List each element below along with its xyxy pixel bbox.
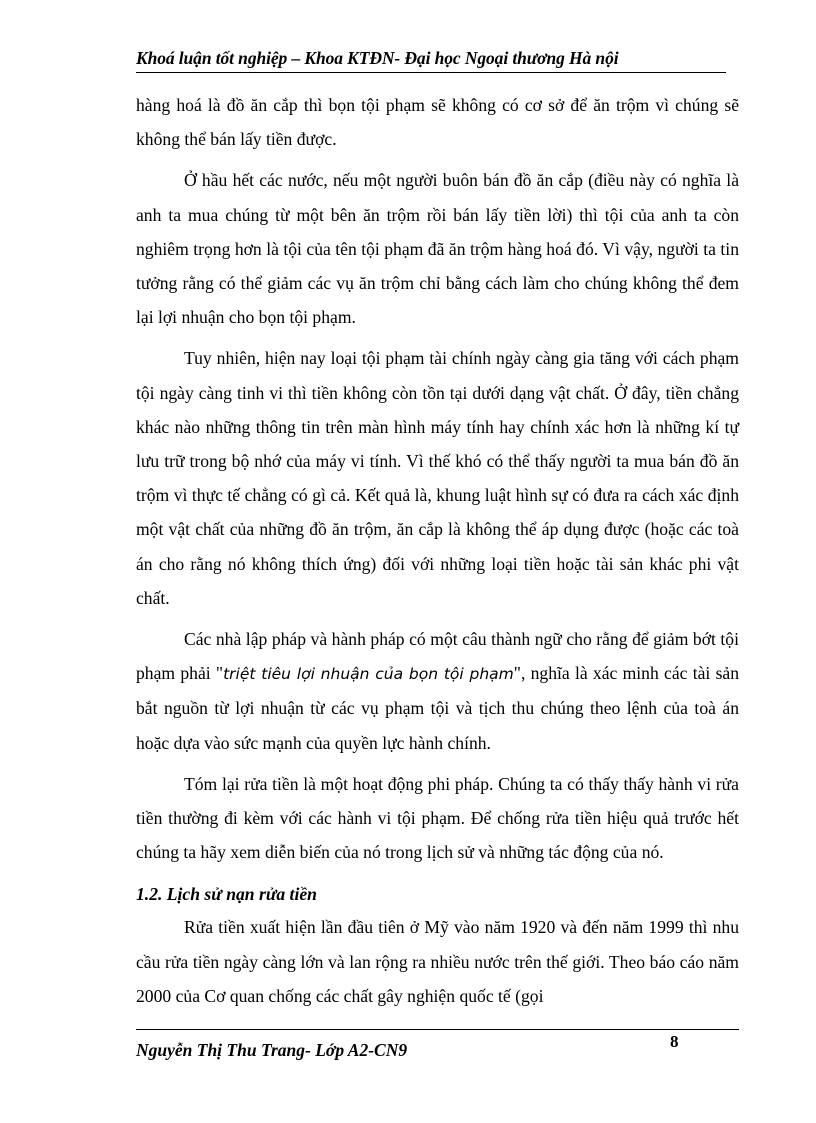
header-title: Khoá luận tốt nghiệp – Khoa KTĐN- Đại học Ngoại thương Hà nội	[136, 48, 619, 68]
footer-divider	[136, 1029, 739, 1030]
paragraph-2: Ở hầu hết các nước, nếu một người buôn bán đồ ăn cắp (điều này có nghĩa là anh ta mua chúng từ một bên ăn trộm rồi bán lấy tiền lời) thì tội của anh ta còn nghiêm trọng hơn là tội của tên tội phạm đã ăn trộm hàng hoá đó. Vì vậy, người ta tin tưởng rằng có thể giảm các vụ ăn trộm chỉ bằng cách làm cho chúng không thể đem lại lợi nhuận cho bọn tội phạm.	[136, 170, 739, 328]
paragraph-4	[136, 622, 739, 760]
page-header	[136, 48, 726, 73]
paragraph-6: Rửa tiền xuất hiện lần đầu tiên ở Mỹ vào năm 1920 và đến năm 1999 thì nhu cầu rửa tiền ngày càng lớn và lan rộng ra nhiều nước trên thế giới. Theo báo cáo năm 2000 của Cơ quan chống các chất gây nghiện quốc tế (gọi	[136, 917, 739, 1006]
paragraph-3: Tuy nhiên, hiện nay loại tội phạm tài chính ngày càng gia tăng với cách phạm tội ngày càng tinh vi thì tiền không còn tồn tại dưới dạng vật chất. Ở đây, tiền chẳng khác nào những thông tin trên màn hình máy tính hay chính xác hơn là những kí tự lưu trữ trong bộ nhớ của máy vi tính. Vì thế khó có thể thấy người ta mua bán đồ ăn trộm vì thực tế chẳng có gì cả. Kết quả là, khung luật hình sự có đưa ra cách xác định một vật chất của những đồ ăn trộm, ăn cắp là không thể áp dụng được (hoặc các toà án cho rằng nó không thích ứng) đối với những loại tiền hoặc tài sản khác phi vật chất.	[136, 348, 739, 608]
footer-author: Nguyễn Thị Thu Trang- Lớp A2-CN9	[136, 1040, 408, 1060]
paragraph-1: hàng hoá là đồ ăn cắp thì bọn tội phạm sẽ không có cơ sở để ăn trộm vì chúng sẽ không thể bán lấy tiền được.	[136, 95, 739, 150]
page-number: 8	[670, 1032, 679, 1051]
paragraph-4-before: Các nhà lập pháp và hành pháp có một câu thành ngữ cho rằng để giảm bớt tội phạm phải "	[136, 629, 739, 684]
paragraph-4-quote: triệt tiêu lợi nhuận của bọn tội phạm	[223, 665, 514, 684]
paragraph-4-after: ", nghĩa là xác minh các tài sản bắt nguồn từ lợi nhuận từ các vụ phạm tội và tịch thu chúng theo lệnh của toà án hoặc dựa vào sức mạnh của quyền lực hành chính.	[136, 663, 740, 753]
paragraph-5: Tóm lại rửa tiền là một hoạt động phi pháp. Chúng ta có thấy thấy hành vi rửa tiền thường đi kèm với các hành vi tội phạm. Để chống rửa tiền hiệu quả trước hết chúng ta hãy xem diễn biến của nó trong lịch sử và những tác động của nó.	[136, 773, 739, 863]
section-heading: 1.2. Lịch sử nạn rửa tiền	[136, 884, 317, 905]
document-body	[136, 88, 739, 1013]
